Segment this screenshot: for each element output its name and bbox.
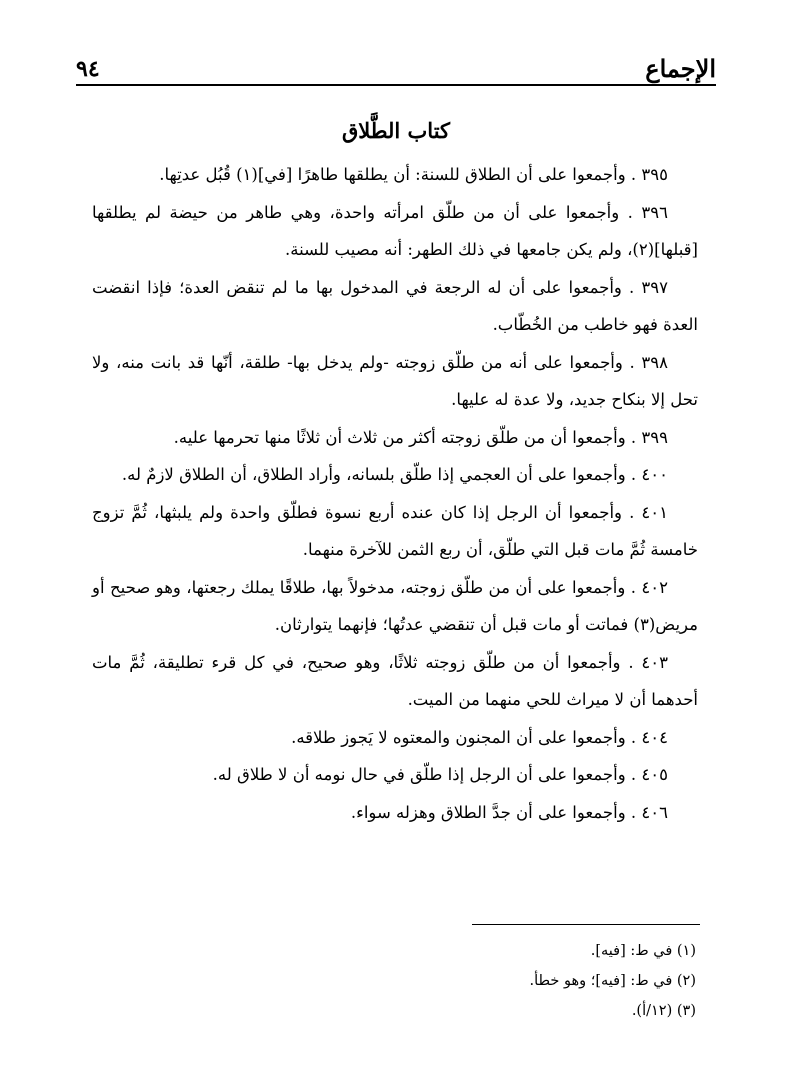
paragraph-403: ٤٠٣ . وأجمعوا أن من طلّق زوجته ثلاثًا، وهو صحيح، في كل قرء تطليقة، ثُمَّ مات أحدهما أن لا ميراث للحي منهما من الميت.: [92, 652, 698, 709]
paragraph-400: ٤٠٠ . وأجمعوا على أن العجمي إذا طلّق بلسانه، وأراد الطلاق، أن الطلاق لازمٌ له.: [121, 465, 668, 484]
body-text: [92, 156, 698, 831]
footnote-3: (٣) (١٢/أ).: [631, 1003, 696, 1019]
paragraph-406: ٤٠٦ . وأجمعوا على أن جدَّ الطلاق وهزله سواء.: [350, 802, 668, 822]
footnote-2: (٢) في ط: [فيه]؛ وهو خطأ.: [529, 973, 696, 989]
paragraph-398: ٣٩٨ . وأجمعوا على أنه من طلّق زوجته -ولم يدخل بها- طلقة، أنّها قد بانت منه، ولا تحل إلا بنكاح جديد، ولا عدة له عليها.: [92, 352, 698, 409]
chapter-title: كتاب الطَّلاق: [341, 118, 451, 143]
paragraph-404: ٤٠٤ . وأجمعوا على أن المجنون والمعتوه لا يَجوز طلاقه.: [291, 727, 668, 747]
paragraph-402: ٤٠٢ . وأجمعوا على أن من طلّق زوجته، مدخولاً بها، طلاقًا يملك رجعتها، وهو صحيح أو مريض(٣) فماتت أو مات قبل أن تنقضي عدتُها؛ فإنهما يتوارثان.: [92, 577, 698, 634]
footnote-1: (١) في ط: [فيه].: [590, 943, 696, 959]
running-title: الإجماع: [645, 54, 716, 83]
paragraph-399: ٣٩٩ . وأجمعوا أن من طلّق زوجته أكثر من ثلاث أن ثلاثًا منها تحرمها عليه.: [173, 427, 668, 447]
paragraph-405: ٤٠٥ . وأجمعوا على أن الرجل إذا طلّق في حال نومه أن لا طلاق له.: [212, 765, 668, 784]
paragraph-401: ٤٠١ . وأجمعوا أن الرجل إذا كان عنده أربع نسوة فطلّق واحدة ولم يلبثها، ثُمَّ تزوج خامسة ثُمَّ مات قبل التي طلّق، أن ربع الثمن للآخرة منهما.: [92, 502, 698, 559]
paragraph-397: ٣٩٧ . وأجمعوا على أن له الرجعة في المدخول بها ما لم تنقض العدة؛ فإذا انقضت العدة فهو خاطب من الخُطّاب.: [92, 277, 698, 334]
paragraph-395: ٣٩٥ . وأجمعوا على أن الطلاق للسنة: أن يطلقها طاهرًا [في](١) قُبُل عدتِها.: [159, 165, 668, 184]
paragraph-396: ٣٩٦ . وأجمعوا على أن من طلّق امرأته واحدة، وهي طاهر من حيضة لم يطلقها [قبلها](٢)، ولم يكن جامعها في ذلك الطهر: أنه مصيب للسنة.: [92, 202, 698, 259]
page-number: ٩٤: [76, 56, 100, 82]
footnotes: [296, 936, 696, 1026]
footnote-rule: [472, 924, 700, 925]
header-rule: [76, 84, 716, 86]
